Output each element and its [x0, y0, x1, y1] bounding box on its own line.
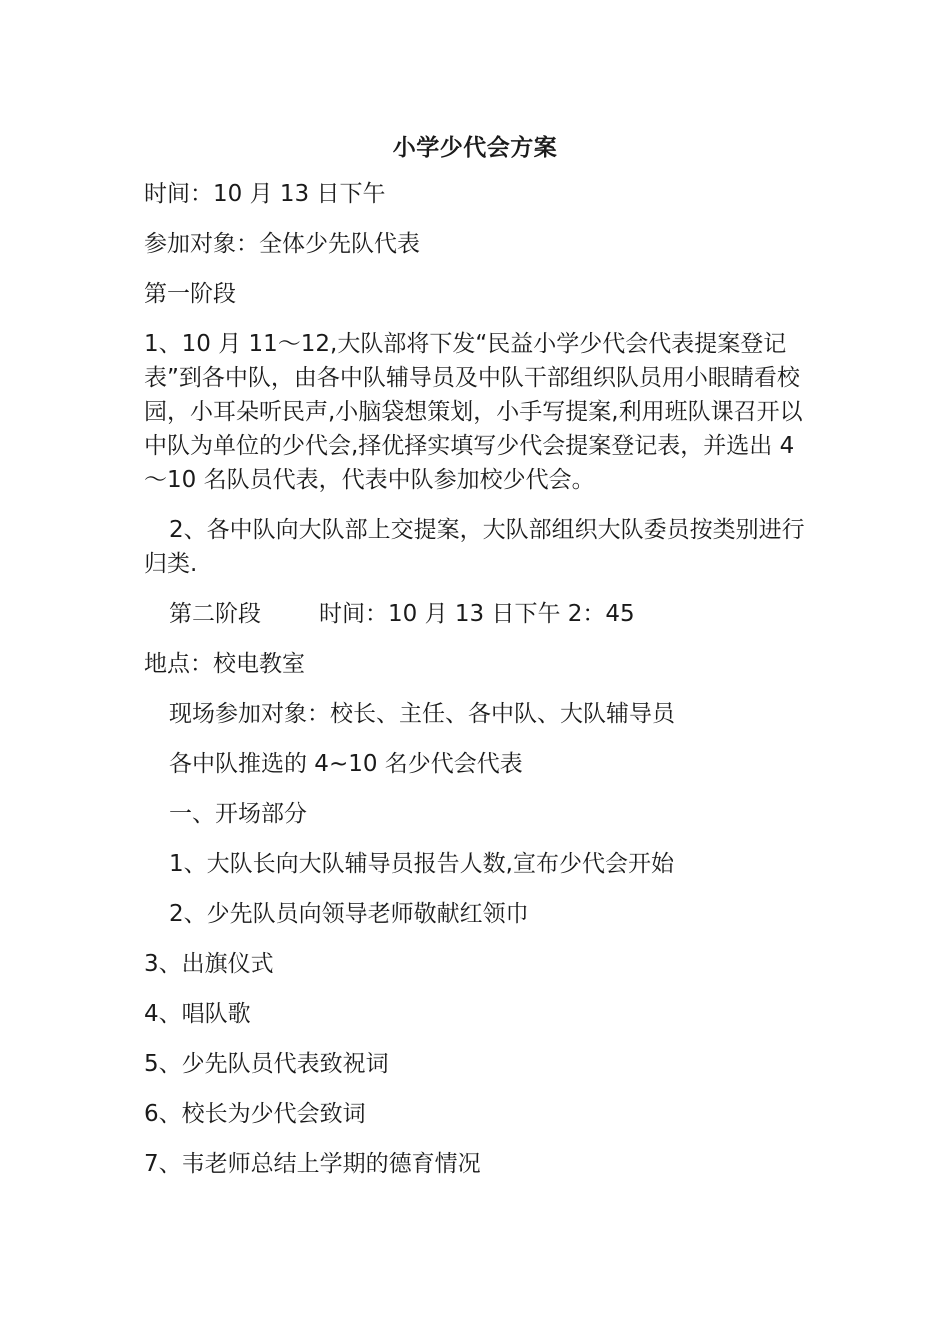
step-5: 5、少先队员代表致祝词: [144, 1051, 389, 1077]
time-line: 时间：10 月 13 日下午: [144, 181, 386, 207]
participants-line: 参加对象：全体少先队代表: [144, 231, 420, 257]
stage2-line: [144, 597, 806, 631]
step-1: 1、大队长向大队辅导员报告人数,宣布少代会开始: [169, 851, 674, 877]
stage2-heading: 第二阶段: [169, 601, 261, 627]
delegates-line: 各中队推选的 4~10 名少代会代表: [169, 751, 523, 777]
document-body: [144, 177, 806, 1197]
onsite-participants-line: 现场参加对象：校长、主任、各中队、大队辅导员: [169, 701, 675, 727]
step-2: 2、少先队员向领导老师敬献红领巾: [169, 901, 529, 927]
part1-heading: 一、开场部分: [169, 801, 307, 827]
step-6: 6、校长为少代会致词: [144, 1101, 366, 1127]
document-title: 小学少代会方案: [392, 135, 558, 161]
step-4: 4、唱队歌: [144, 1001, 251, 1027]
step-3: 3、出旗仪式: [144, 951, 274, 977]
location-line: 地点：校电教室: [144, 651, 305, 677]
stage1-heading: 第一阶段: [144, 281, 236, 307]
stage1-item-2: 2、各中队向大队部上交提案，大队部组织大队委员按类别进行归类.: [144, 517, 805, 577]
step-7: 7、韦老师总结上学期的德育情况: [144, 1151, 481, 1177]
stage2-time: 时间：10 月 13 日下午 2：45: [319, 601, 635, 627]
stage1-item-1: 1、10 月 11～12,大队部将下发“民益小学少代会代表提案登记表”到各中队，由各中队辅导员及中队干部组织队员用小眼睛看校园，小耳朵听民声,小脑袋想策划，小手写提案,利用班队课召开以中队为单位的少代会,择优择实填写少代会提案登记表，并选出 4～10 名队员代表，代表中队参加校少代会。: [144, 331, 803, 493]
